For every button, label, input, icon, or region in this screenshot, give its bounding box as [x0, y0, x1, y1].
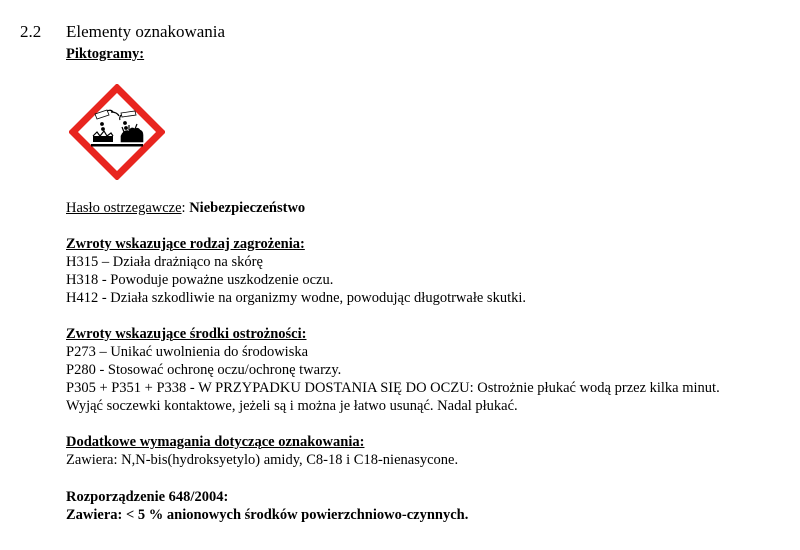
additional-labelling — [66, 433, 458, 469]
precautionary-statement: P280 - Stosować ochronę oczu/ochronę twarzy. — [66, 362, 342, 378]
precautionary-statements — [66, 325, 720, 415]
corrosion-pictogram — [69, 84, 165, 180]
pictograms-label: Piktogramy: — [66, 46, 145, 62]
regulation-block — [66, 488, 468, 524]
hazard-statement: H318 - Powoduje poważne uszkodzenie oczu. — [66, 272, 334, 288]
regulation-title: Rozporządzenie 648/2004: — [66, 489, 229, 505]
precautionary-statement: Wyjąć soczewki kontaktowe, jeżeli są i można je łatwo usunąć. Nadal płukać. — [66, 398, 518, 414]
hazard-statement: H412 - Działa szkodliwie na organizmy wodne, powodując długotrwałe skutki. — [66, 290, 526, 306]
corrosion-pictogram-icon — [69, 84, 165, 180]
hazard-statements — [66, 235, 526, 307]
additional-labelling-text: Zawiera: N,N-bis(hydroksyetylo) amidy, C8-18 i C18-nienasycone. — [66, 452, 459, 468]
signal-word-line — [66, 199, 305, 217]
precautionary-statement: P305 + P351 + P338 - W PRZYPADKU DOSTANIA SIĘ DO OCZU: Ostrożnie płukać wodą przez kilka minut. — [66, 380, 720, 396]
additional-labelling-heading: Dodatkowe wymagania dotyczące oznakowania: — [66, 434, 365, 450]
section-number: 2.2 — [20, 22, 42, 41]
signal-word-separator: : — [181, 200, 190, 216]
regulation-text: Zawiera: < 5 % anionowych środków powierzchniowo-czynnych. — [66, 507, 469, 523]
section-title: Elementy oznakowania — [66, 22, 226, 41]
hazard-statement: H315 – Działa drażniąco na skórę — [66, 254, 263, 270]
precautionary-statement: P273 – Unikać uwolnienia do środowiska — [66, 344, 309, 360]
signal-word-value: Niebezpieczeństwo — [189, 200, 306, 216]
precautionary-statements-heading: Zwroty wskazujące środki ostrożności: — [66, 326, 307, 342]
signal-word-label: Hasło ostrzegawcze — [66, 200, 182, 216]
hazard-statements-heading: Zwroty wskazujące rodzaj zagrożenia: — [66, 236, 305, 252]
